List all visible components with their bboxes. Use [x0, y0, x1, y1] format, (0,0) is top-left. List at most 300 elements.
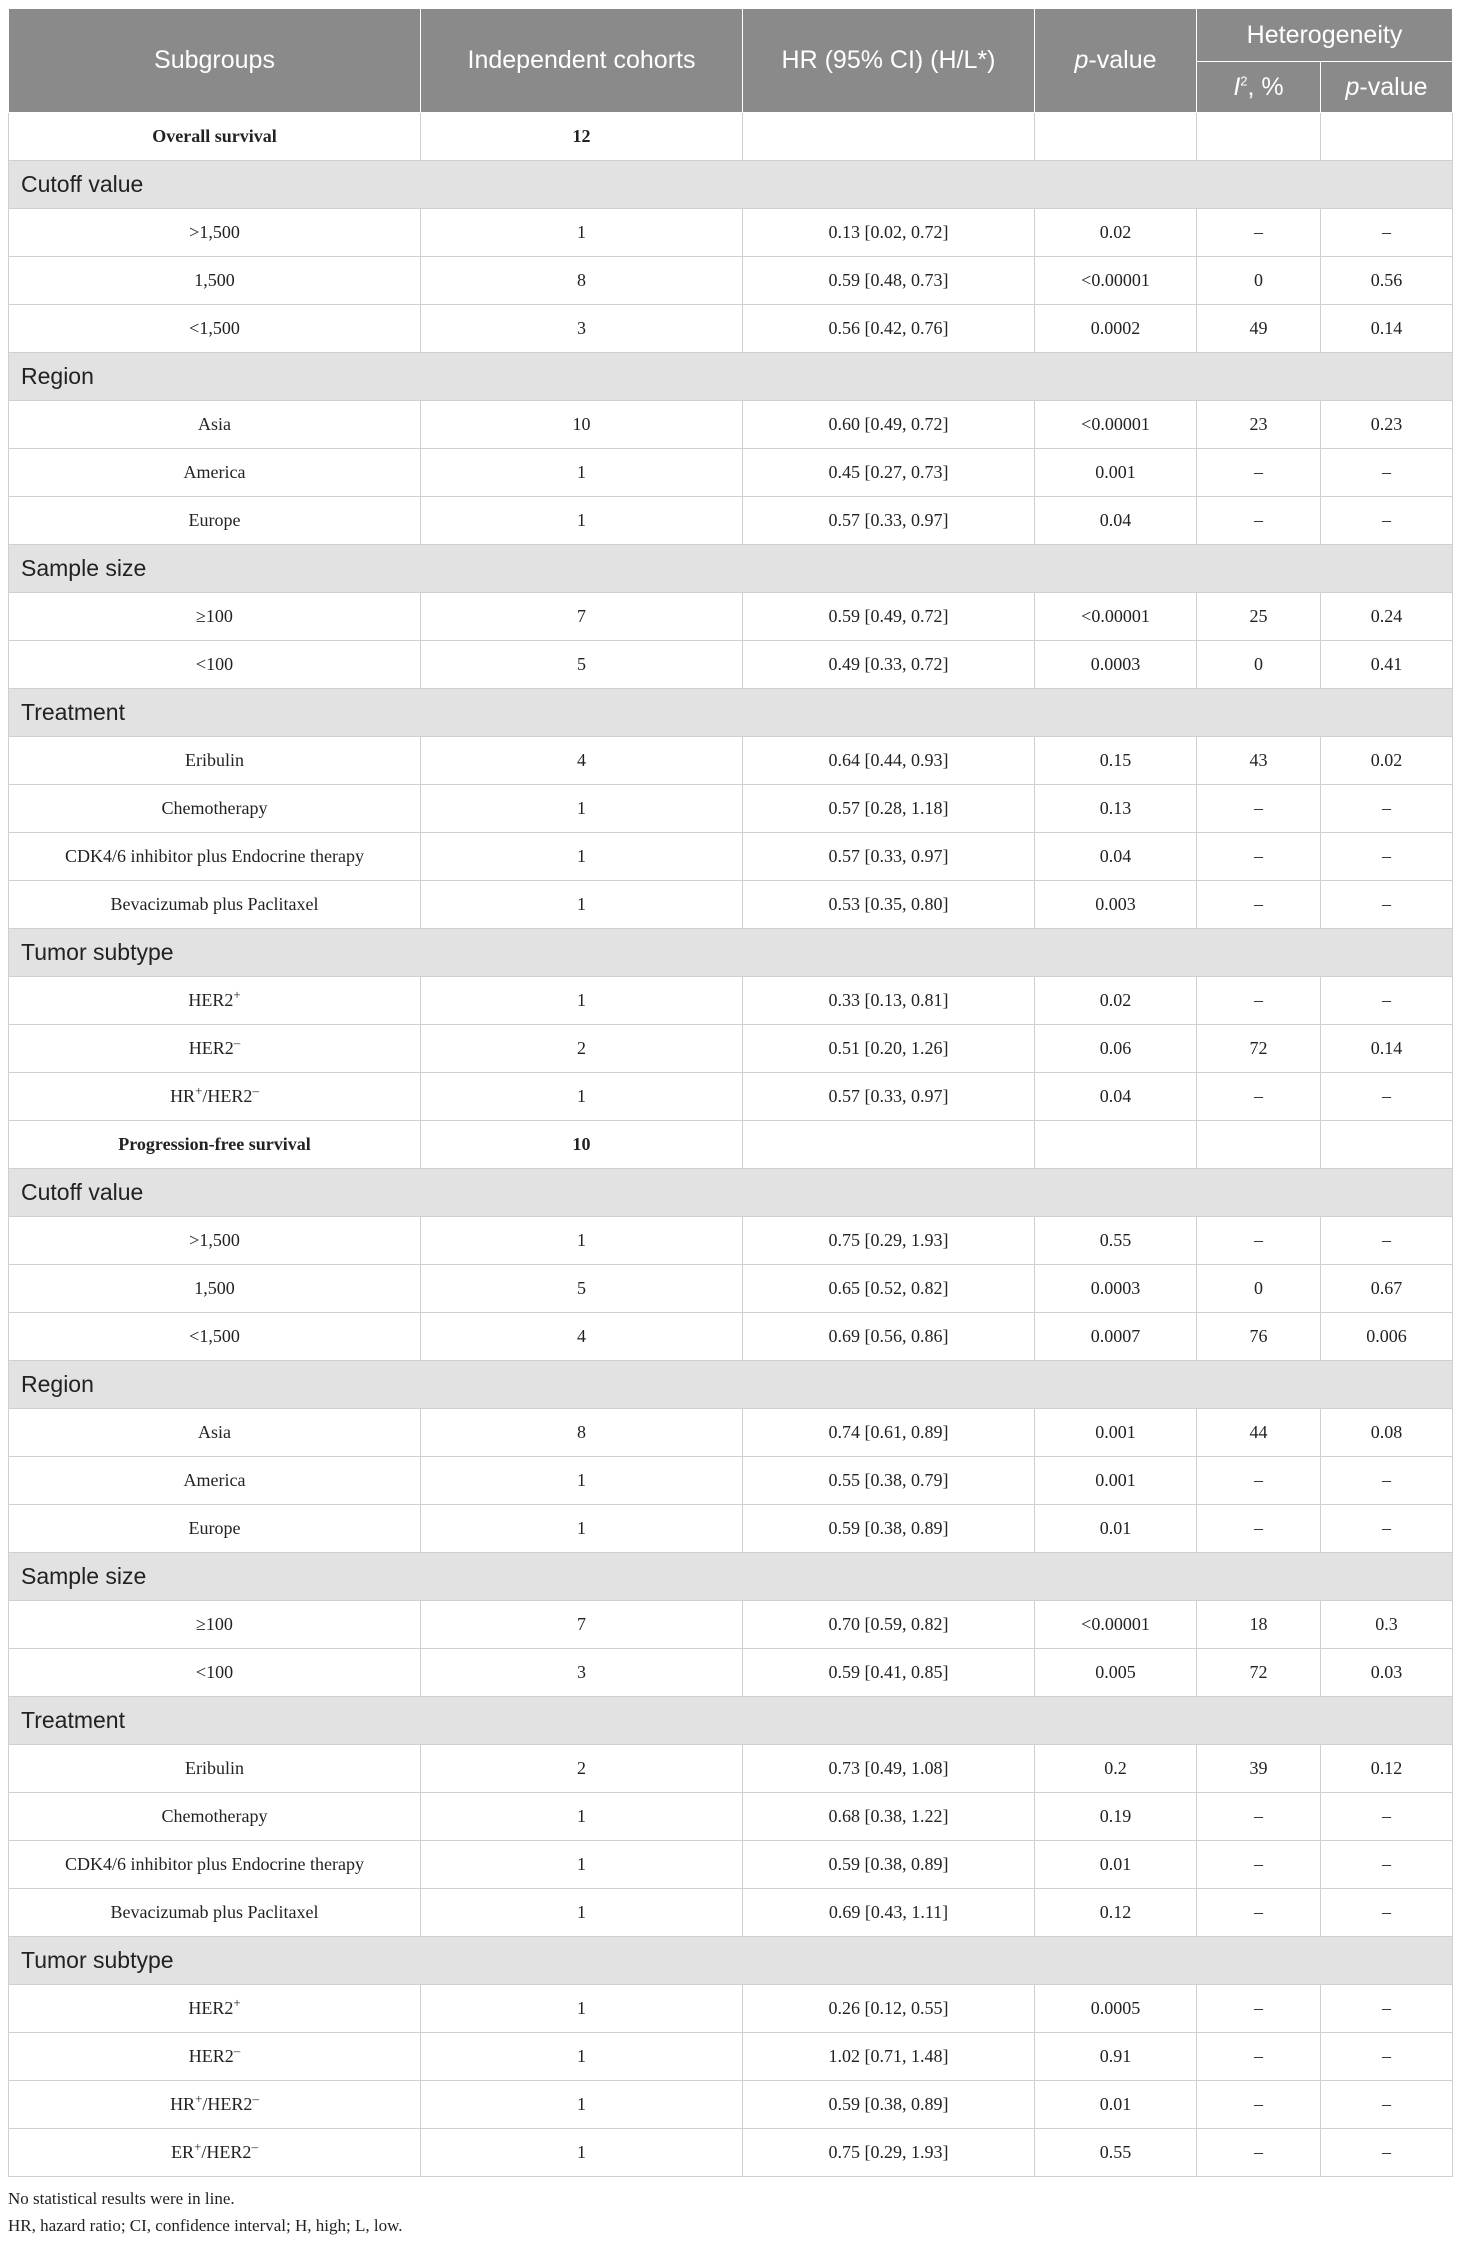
subgroup-label-text: HER2: [188, 2046, 234, 2066]
subgroup-label-superscript: +: [195, 1083, 203, 1098]
hr-ci-cell: 0.69 [0.56, 0.86]: [743, 1313, 1035, 1361]
cohorts-cell: 8: [421, 1409, 743, 1457]
cohorts-cell: 8: [421, 257, 743, 305]
subgroup-label-text: <1,500: [189, 1326, 240, 1346]
i2-cell: –: [1197, 833, 1321, 881]
i2-cell: 72: [1197, 1649, 1321, 1697]
table-row: [9, 1649, 1453, 1697]
section-row: [9, 113, 1453, 161]
subgroup-label: [9, 257, 421, 305]
heterogeneity-p-cell: 0.3: [1321, 1601, 1453, 1649]
header-subgroups: Subgroups: [9, 9, 421, 113]
table-row: [9, 1073, 1453, 1121]
heterogeneity-p-cell: 0.02: [1321, 737, 1453, 785]
hr-ci-cell: 0.59 [0.48, 0.73]: [743, 257, 1035, 305]
table-row: [9, 785, 1453, 833]
hr-ci-cell: 0.59 [0.38, 0.89]: [743, 1841, 1035, 1889]
subgroup-label-text: Chemotherapy: [161, 1806, 268, 1826]
empty-hr-cell: [743, 1121, 1035, 1169]
subgroup-label-text: >1,500: [189, 222, 240, 242]
i2-cell: –: [1197, 1985, 1321, 2033]
p-value-cell: 0.01: [1035, 1505, 1197, 1553]
i2-cell: –: [1197, 1457, 1321, 1505]
category-row: [9, 689, 1453, 737]
hr-ci-cell: 0.57 [0.33, 0.97]: [743, 833, 1035, 881]
category-label: Region: [9, 353, 1453, 401]
cohorts-cell: 1: [421, 833, 743, 881]
subgroup-label: [9, 593, 421, 641]
table-row: [9, 1505, 1453, 1553]
p-value-cell: 0.55: [1035, 2129, 1197, 2177]
i2-cell: –: [1197, 449, 1321, 497]
empty-i2-cell: [1197, 113, 1321, 161]
subgroup-label-text: <100: [195, 1662, 234, 1682]
footnote: No statistical results were in line.: [8, 2189, 235, 2208]
subgroup-label-superscript: +: [233, 1995, 241, 2010]
table-row: [9, 833, 1453, 881]
subgroup-label-text: HR: [170, 2094, 196, 2114]
p-value-cell: 0.0007: [1035, 1313, 1197, 1361]
hr-ci-cell: 0.26 [0.12, 0.55]: [743, 1985, 1035, 2033]
subgroup-label: [9, 1793, 421, 1841]
p-value-cell: 0.001: [1035, 1409, 1197, 1457]
hr-ci-cell: 0.59 [0.38, 0.89]: [743, 2081, 1035, 2129]
section-label: Overall survival: [9, 113, 421, 161]
hr-ci-cell: 0.53 [0.35, 0.80]: [743, 881, 1035, 929]
heterogeneity-p-cell: –: [1321, 1217, 1453, 1265]
table-row: [9, 1745, 1453, 1793]
category-label: Tumor subtype: [9, 929, 1453, 977]
i2-cell: –: [1197, 2033, 1321, 2081]
subgroup-label-superscript: +: [194, 2139, 202, 2154]
p-value-cell: 0.12: [1035, 1889, 1197, 1937]
i2-cell: –: [1197, 2129, 1321, 2177]
subgroup-label-text: /HER2: [201, 2142, 252, 2162]
heterogeneity-p-cell: –: [1321, 1889, 1453, 1937]
subgroup-label: [9, 833, 421, 881]
subgroup-label: [9, 209, 421, 257]
hr-ci-cell: 0.70 [0.59, 0.82]: [743, 1601, 1035, 1649]
subgroup-label-text: HR: [170, 1086, 196, 1106]
table-row: [9, 209, 1453, 257]
i2-cell: 49: [1197, 305, 1321, 353]
p-value-cell: 0.04: [1035, 833, 1197, 881]
section-cohorts: 12: [421, 113, 743, 161]
subgroup-label: [9, 881, 421, 929]
i2-cell: 44: [1197, 1409, 1321, 1457]
table-row: [9, 2129, 1453, 2177]
i2-cell: –: [1197, 497, 1321, 545]
category-label: Sample size: [9, 545, 1453, 593]
header-cohorts: Independent cohorts: [421, 9, 743, 113]
cohorts-cell: 1: [421, 2033, 743, 2081]
subgroup-label-text: Bevacizumab plus Paclitaxel: [110, 894, 319, 914]
subgroup-label: [9, 305, 421, 353]
table-row: [9, 1889, 1453, 1937]
i2-cell: –: [1197, 1889, 1321, 1937]
subgroup-label-text: ≥100: [196, 606, 233, 626]
cohorts-cell: 1: [421, 2129, 743, 2177]
subgroup-label: [9, 1217, 421, 1265]
subgroup-label-text: CDK4/6 inhibitor plus Endocrine therapy: [65, 846, 364, 866]
category-row: [9, 1697, 1453, 1745]
hr-ci-cell: 0.69 [0.43, 1.11]: [743, 1889, 1035, 1937]
table-row: [9, 1457, 1453, 1505]
table-row: [9, 1841, 1453, 1889]
section-cohorts: 10: [421, 1121, 743, 1169]
subgroup-label-superscript: –: [252, 2091, 259, 2106]
i2-cell: 72: [1197, 1025, 1321, 1073]
subgroup-label-text: >1,500: [189, 1230, 240, 1250]
subgroup-label: [9, 1313, 421, 1361]
subgroup-label-text: 1,500: [194, 1278, 235, 1298]
subgroup-label-text: HER2: [188, 990, 234, 1010]
subgroup-label: [9, 737, 421, 785]
hr-ci-cell: 0.73 [0.49, 1.08]: [743, 1745, 1035, 1793]
heterogeneity-p-cell: –: [1321, 977, 1453, 1025]
table-row: [9, 881, 1453, 929]
table-row: [9, 1409, 1453, 1457]
header-i2: $I^2$, %: [1197, 62, 1321, 113]
p-value-cell: 0.003: [1035, 881, 1197, 929]
subgroup-label-text: <1,500: [189, 318, 240, 338]
p-value-cell: <0.00001: [1035, 1601, 1197, 1649]
hr-ci-cell: 0.57 [0.28, 1.18]: [743, 785, 1035, 833]
cohorts-cell: 1: [421, 1985, 743, 2033]
heterogeneity-p-cell: 0.03: [1321, 1649, 1453, 1697]
heterogeneity-p-cell: –: [1321, 833, 1453, 881]
subgroup-label: [9, 2081, 421, 2129]
cohorts-cell: 1: [421, 209, 743, 257]
i2-cell: 23: [1197, 401, 1321, 449]
p-value-cell: 0.15: [1035, 737, 1197, 785]
subgroup-label: [9, 2033, 421, 2081]
subgroup-label-superscript: +: [233, 987, 241, 1002]
subgroup-label: [9, 977, 421, 1025]
table-row: [9, 1793, 1453, 1841]
heterogeneity-p-cell: –: [1321, 2081, 1453, 2129]
section-label: Progression-free survival: [9, 1121, 421, 1169]
i2-cell: –: [1197, 1505, 1321, 1553]
empty-hr-cell: [743, 113, 1035, 161]
heterogeneity-p-cell: –: [1321, 1505, 1453, 1553]
heterogeneity-p-cell: –: [1321, 497, 1453, 545]
p-value-cell: 0.13: [1035, 785, 1197, 833]
header-hr: HR (95% CI) (H/L*): [743, 9, 1035, 113]
subgroup-label: [9, 401, 421, 449]
p-value-cell: 0.0003: [1035, 641, 1197, 689]
cohorts-cell: 2: [421, 1025, 743, 1073]
subgroup-label-text: America: [183, 1470, 246, 1490]
empty-p-cell: [1035, 1121, 1197, 1169]
heterogeneity-p-cell: –: [1321, 785, 1453, 833]
heterogeneity-p-cell: –: [1321, 209, 1453, 257]
empty-p-cell: [1035, 113, 1197, 161]
p-value-cell: 0.0002: [1035, 305, 1197, 353]
cohorts-cell: 4: [421, 1313, 743, 1361]
p-value-cell: 0.04: [1035, 497, 1197, 545]
table-row: [9, 1601, 1453, 1649]
heterogeneity-p-cell: 0.14: [1321, 1025, 1453, 1073]
subgroup-label-text: /HER2: [202, 1086, 253, 1106]
category-row: [9, 161, 1453, 209]
header-heterogeneity: Heterogeneity: [1197, 9, 1453, 62]
i2-cell: 18: [1197, 1601, 1321, 1649]
subgroup-label-superscript: –: [252, 1083, 259, 1098]
p-value-cell: 0.005: [1035, 1649, 1197, 1697]
p-value-cell: 0.001: [1035, 1457, 1197, 1505]
subgroup-label-superscript: –: [251, 2139, 258, 2154]
subgroup-label-text: America: [183, 462, 246, 482]
cohorts-cell: 3: [421, 305, 743, 353]
cohorts-cell: 1: [421, 881, 743, 929]
header-p-value: p-value: [1035, 9, 1197, 113]
category-row: [9, 1553, 1453, 1601]
hr-ci-cell: 0.51 [0.20, 1.26]: [743, 1025, 1035, 1073]
empty-hp-cell: [1321, 113, 1453, 161]
i2-cell: –: [1197, 209, 1321, 257]
heterogeneity-p-cell: –: [1321, 2129, 1453, 2177]
p-value-cell: 0.91: [1035, 2033, 1197, 2081]
i2-cell: 0: [1197, 1265, 1321, 1313]
hr-ci-cell: 0.65 [0.52, 0.82]: [743, 1265, 1035, 1313]
subgroup-label-text: Chemotherapy: [161, 798, 268, 818]
category-label: Cutoff value: [9, 161, 1453, 209]
cohorts-cell: 5: [421, 641, 743, 689]
hr-ci-cell: 0.49 [0.33, 0.72]: [743, 641, 1035, 689]
category-label: Region: [9, 1361, 1453, 1409]
p-value-cell: 0.0003: [1035, 1265, 1197, 1313]
category-row: [9, 545, 1453, 593]
cohorts-cell: 1: [421, 1073, 743, 1121]
subgroup-label: [9, 1025, 421, 1073]
i2-cell: –: [1197, 1217, 1321, 1265]
i2-cell: –: [1197, 1841, 1321, 1889]
cohorts-cell: 7: [421, 593, 743, 641]
category-label: Treatment: [9, 689, 1453, 737]
subgroup-label: [9, 641, 421, 689]
category-label: Sample size: [9, 1553, 1453, 1601]
heterogeneity-p-cell: –: [1321, 2033, 1453, 2081]
heterogeneity-p-cell: 0.006: [1321, 1313, 1453, 1361]
cohorts-cell: 3: [421, 1649, 743, 1697]
table-body: [9, 113, 1453, 2177]
subgroup-label: [9, 1649, 421, 1697]
table-row: [9, 1985, 1453, 2033]
category-row: [9, 1937, 1453, 1985]
p-value-cell: <0.00001: [1035, 401, 1197, 449]
hr-ci-cell: 0.64 [0.44, 0.93]: [743, 737, 1035, 785]
subgroup-label: [9, 1457, 421, 1505]
hr-ci-cell: 0.59 [0.49, 0.72]: [743, 593, 1035, 641]
category-row: [9, 1169, 1453, 1217]
heterogeneity-p-cell: 0.24: [1321, 593, 1453, 641]
table-row: [9, 257, 1453, 305]
p-value-cell: 0.19: [1035, 1793, 1197, 1841]
subgroup-label: [9, 1745, 421, 1793]
hr-ci-cell: 0.68 [0.38, 1.22]: [743, 1793, 1035, 1841]
cohorts-cell: 1: [421, 449, 743, 497]
cohorts-cell: 1: [421, 1457, 743, 1505]
cohorts-cell: 1: [421, 785, 743, 833]
hr-ci-cell: 1.02 [0.71, 1.48]: [743, 2033, 1035, 2081]
heterogeneity-p-cell: –: [1321, 1841, 1453, 1889]
i2-cell: –: [1197, 785, 1321, 833]
heterogeneity-p-cell: 0.67: [1321, 1265, 1453, 1313]
subgroup-label: [9, 1841, 421, 1889]
heterogeneity-p-cell: –: [1321, 449, 1453, 497]
table-row: [9, 497, 1453, 545]
heterogeneity-p-cell: 0.08: [1321, 1409, 1453, 1457]
subgroup-analysis-table: [8, 8, 1453, 2177]
p-value-cell: 0.01: [1035, 1841, 1197, 1889]
i2-cell: –: [1197, 1793, 1321, 1841]
hr-ci-cell: 0.57 [0.33, 0.97]: [743, 1073, 1035, 1121]
p-value-cell: 0.001: [1035, 449, 1197, 497]
i2-cell: –: [1197, 881, 1321, 929]
heterogeneity-p-cell: 0.14: [1321, 305, 1453, 353]
hr-ci-cell: 0.75 [0.29, 1.93]: [743, 2129, 1035, 2177]
subgroup-label-text: Asia: [198, 1422, 231, 1442]
i2-cell: –: [1197, 2081, 1321, 2129]
table-footnotes: [8, 2185, 1452, 2239]
subgroup-label: [9, 1409, 421, 1457]
p-value-cell: 0.06: [1035, 1025, 1197, 1073]
subgroup-label-text: Asia: [198, 414, 231, 434]
table-row: [9, 449, 1453, 497]
subgroup-label: [9, 1265, 421, 1313]
table-row: [9, 641, 1453, 689]
cohorts-cell: 1: [421, 497, 743, 545]
heterogeneity-p-cell: 0.23: [1321, 401, 1453, 449]
subgroup-label-text: ER: [171, 2142, 195, 2162]
i2-cell: –: [1197, 977, 1321, 1025]
table-row: [9, 1313, 1453, 1361]
subgroup-label-text: Bevacizumab plus Paclitaxel: [110, 1902, 319, 1922]
i2-cell: 39: [1197, 1745, 1321, 1793]
empty-hp-cell: [1321, 1121, 1453, 1169]
p-value-cell: <0.00001: [1035, 257, 1197, 305]
footnote: HR, hazard ratio; CI, confidence interval; H, high; L, low.: [8, 2216, 403, 2235]
table-row: [9, 977, 1453, 1025]
subgroup-label: [9, 497, 421, 545]
table-row: [9, 2033, 1453, 2081]
section-row: [9, 1121, 1453, 1169]
table-row: [9, 593, 1453, 641]
cohorts-cell: 1: [421, 1793, 743, 1841]
subgroup-label-text: HER2: [188, 1038, 234, 1058]
subgroup-label-superscript: –: [233, 1035, 241, 1050]
heterogeneity-p-cell: 0.41: [1321, 641, 1453, 689]
subgroup-label: [9, 449, 421, 497]
hr-ci-cell: 0.55 [0.38, 0.79]: [743, 1457, 1035, 1505]
cohorts-cell: 1: [421, 1505, 743, 1553]
table-header: [9, 9, 1453, 113]
p-value-cell: 0.02: [1035, 977, 1197, 1025]
subgroup-label-text: Eribulin: [185, 750, 244, 770]
cohorts-cell: 1: [421, 2081, 743, 2129]
hr-ci-cell: 0.59 [0.38, 0.89]: [743, 1505, 1035, 1553]
subgroup-label: [9, 1505, 421, 1553]
heterogeneity-p-cell: –: [1321, 1793, 1453, 1841]
hr-ci-cell: 0.56 [0.42, 0.76]: [743, 305, 1035, 353]
i2-cell: 25: [1197, 593, 1321, 641]
p-value-cell: 0.0005: [1035, 1985, 1197, 2033]
subgroup-label-text: <100: [195, 654, 234, 674]
p-value-cell: 0.55: [1035, 1217, 1197, 1265]
p-value-cell: 0.01: [1035, 2081, 1197, 2129]
hr-ci-cell: 0.59 [0.41, 0.85]: [743, 1649, 1035, 1697]
table-row: [9, 1025, 1453, 1073]
i2-cell: 43: [1197, 737, 1321, 785]
p-value-cell: 0.2: [1035, 1745, 1197, 1793]
p-value-cell: 0.02: [1035, 209, 1197, 257]
hr-ci-cell: 0.33 [0.13, 0.81]: [743, 977, 1035, 1025]
cohorts-cell: 5: [421, 1265, 743, 1313]
table-row: [9, 305, 1453, 353]
category-label: Tumor subtype: [9, 1937, 1453, 1985]
i2-cell: 0: [1197, 257, 1321, 305]
subgroup-label-text: ≥100: [196, 1614, 233, 1634]
subgroup-label-text: /HER2: [202, 2094, 253, 2114]
cohorts-cell: 1: [421, 1841, 743, 1889]
category-row: [9, 929, 1453, 977]
cohorts-cell: 4: [421, 737, 743, 785]
cohorts-cell: 7: [421, 1601, 743, 1649]
heterogeneity-p-cell: –: [1321, 1457, 1453, 1505]
subgroup-label-text: HER2: [188, 1998, 234, 2018]
subgroup-label: [9, 1985, 421, 2033]
heterogeneity-p-cell: –: [1321, 1985, 1453, 2033]
table-row: [9, 1265, 1453, 1313]
category-row: [9, 1361, 1453, 1409]
hr-ci-cell: 0.60 [0.49, 0.72]: [743, 401, 1035, 449]
heterogeneity-p-cell: –: [1321, 881, 1453, 929]
heterogeneity-p-cell: –: [1321, 1073, 1453, 1121]
table-row: [9, 2081, 1453, 2129]
table-container: [8, 8, 1452, 2239]
subgroup-label-superscript: –: [233, 2043, 241, 2058]
hr-ci-cell: 0.57 [0.33, 0.97]: [743, 497, 1035, 545]
subgroup-label: [9, 785, 421, 833]
hr-ci-cell: 0.75 [0.29, 1.93]: [743, 1217, 1035, 1265]
category-label: Cutoff value: [9, 1169, 1453, 1217]
subgroup-label: [9, 2129, 421, 2177]
heterogeneity-p-cell: 0.56: [1321, 257, 1453, 305]
cohorts-cell: 1: [421, 1889, 743, 1937]
table-row: [9, 401, 1453, 449]
subgroup-label-text: CDK4/6 inhibitor plus Endocrine therapy: [65, 1854, 364, 1874]
heterogeneity-p-cell: 0.12: [1321, 1745, 1453, 1793]
hr-ci-cell: 0.74 [0.61, 0.89]: [743, 1409, 1035, 1457]
p-value-cell: 0.04: [1035, 1073, 1197, 1121]
category-row: [9, 353, 1453, 401]
empty-i2-cell: [1197, 1121, 1321, 1169]
header-heterogeneity-p-value: p-value: [1321, 62, 1453, 113]
cohorts-cell: 2: [421, 1745, 743, 1793]
category-label: Treatment: [9, 1697, 1453, 1745]
subgroup-label-text: Europe: [188, 510, 241, 530]
i2-cell: 76: [1197, 1313, 1321, 1361]
p-value-cell: <0.00001: [1035, 593, 1197, 641]
table-row: [9, 1217, 1453, 1265]
subgroup-label: [9, 1073, 421, 1121]
i2-cell: –: [1197, 1073, 1321, 1121]
subgroup-label: [9, 1601, 421, 1649]
i2-cell: 0: [1197, 641, 1321, 689]
subgroup-label-superscript: +: [195, 2091, 203, 2106]
hr-ci-cell: 0.45 [0.27, 0.73]: [743, 449, 1035, 497]
